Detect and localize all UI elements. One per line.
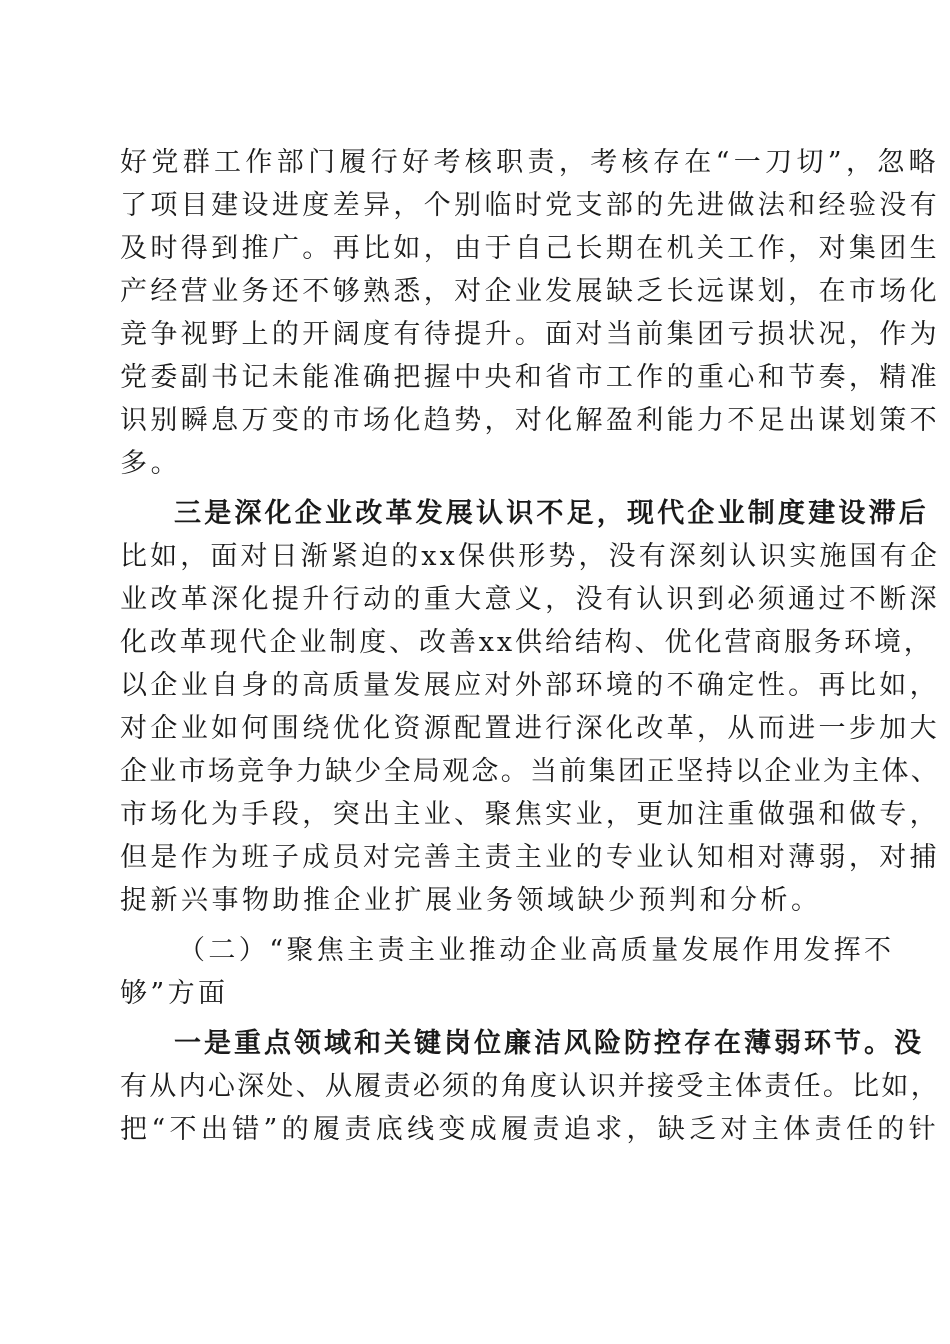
paragraph-line: 市场化为手段，突出主业、聚焦实业，更加注重做强和做专， xyxy=(120,799,940,830)
paragraph-line: 多。 xyxy=(120,448,182,479)
paragraph-line: 对企业如何围绕优化资源配置进行深化改革，从而进一步加大 xyxy=(120,713,940,744)
paragraph-line: 党委副书记未能准确把握中央和省市工作的重心和节奏，精准 xyxy=(120,362,940,393)
paragraph-line: 以企业自身的高质量发展应对外部环境的不确定性。再比如， xyxy=(120,670,940,701)
section-heading-two: （二）“聚焦主责主业推动企业高质量发展作用发挥不 xyxy=(178,935,895,966)
paragraph-line: 把“不出错”的履责底线变成履责追求，缺乏对主体责任的针 xyxy=(120,1114,940,1145)
paragraph-line: 化改革现代企业制度、改善xx供给结构、优化营商服务环境， xyxy=(120,627,934,658)
paragraph-line: 捉新兴事物助推企业扩展业务领域缺少预判和分析。 xyxy=(120,885,822,916)
paragraph-line: 好党群工作部门履行好考核职责，考核存在“一刀切”，忽略 xyxy=(120,147,940,178)
paragraph-line: 竞争视野上的开阔度有待提升。面对当前集团亏损状况，作为 xyxy=(120,319,940,350)
paragraph-line: 及时得到推广。再比如，由于自己长期在机关工作，对集团生 xyxy=(120,233,940,264)
section-heading-two-cont: 够”方面 xyxy=(120,978,229,1009)
paragraph-line: 但是作为班子成员对完善主责主业的专业认知相对薄弱，对捕 xyxy=(120,842,940,873)
paragraph-line: 业改革深化提升行动的重大意义，没有认识到必须通过不断深 xyxy=(120,584,940,615)
paragraph-line: 有从内心深处、从履责必须的角度认识并接受主体责任。比如， xyxy=(120,1071,940,1102)
paragraph-line: 产经营业务还不够熟悉，对企业发展缺乏长远谋划，在市场化 xyxy=(120,276,940,307)
paragraph-line: 了项目建设进度差异，个别临时党支部的先进做法和经验没有 xyxy=(120,190,940,221)
subheading-three: 三是深化企业改革发展认识不足，现代企业制度建设滞后 xyxy=(174,498,929,529)
paragraph-line: 企业市场竞争力缺少全局观念。当前集团正坚持以企业为主体、 xyxy=(120,756,940,787)
paragraph-line: 比如，面对日渐紧迫的xx保供形势，没有深刻认识实施国有企 xyxy=(120,541,940,572)
subheading-one: 一是重点领域和关键岗位廉洁风险防控存在薄弱环节。没 xyxy=(174,1028,924,1059)
paragraph-line: 识别瞬息万变的市场化趋势，对化解盈利能力不足出谋划策不 xyxy=(120,405,940,436)
